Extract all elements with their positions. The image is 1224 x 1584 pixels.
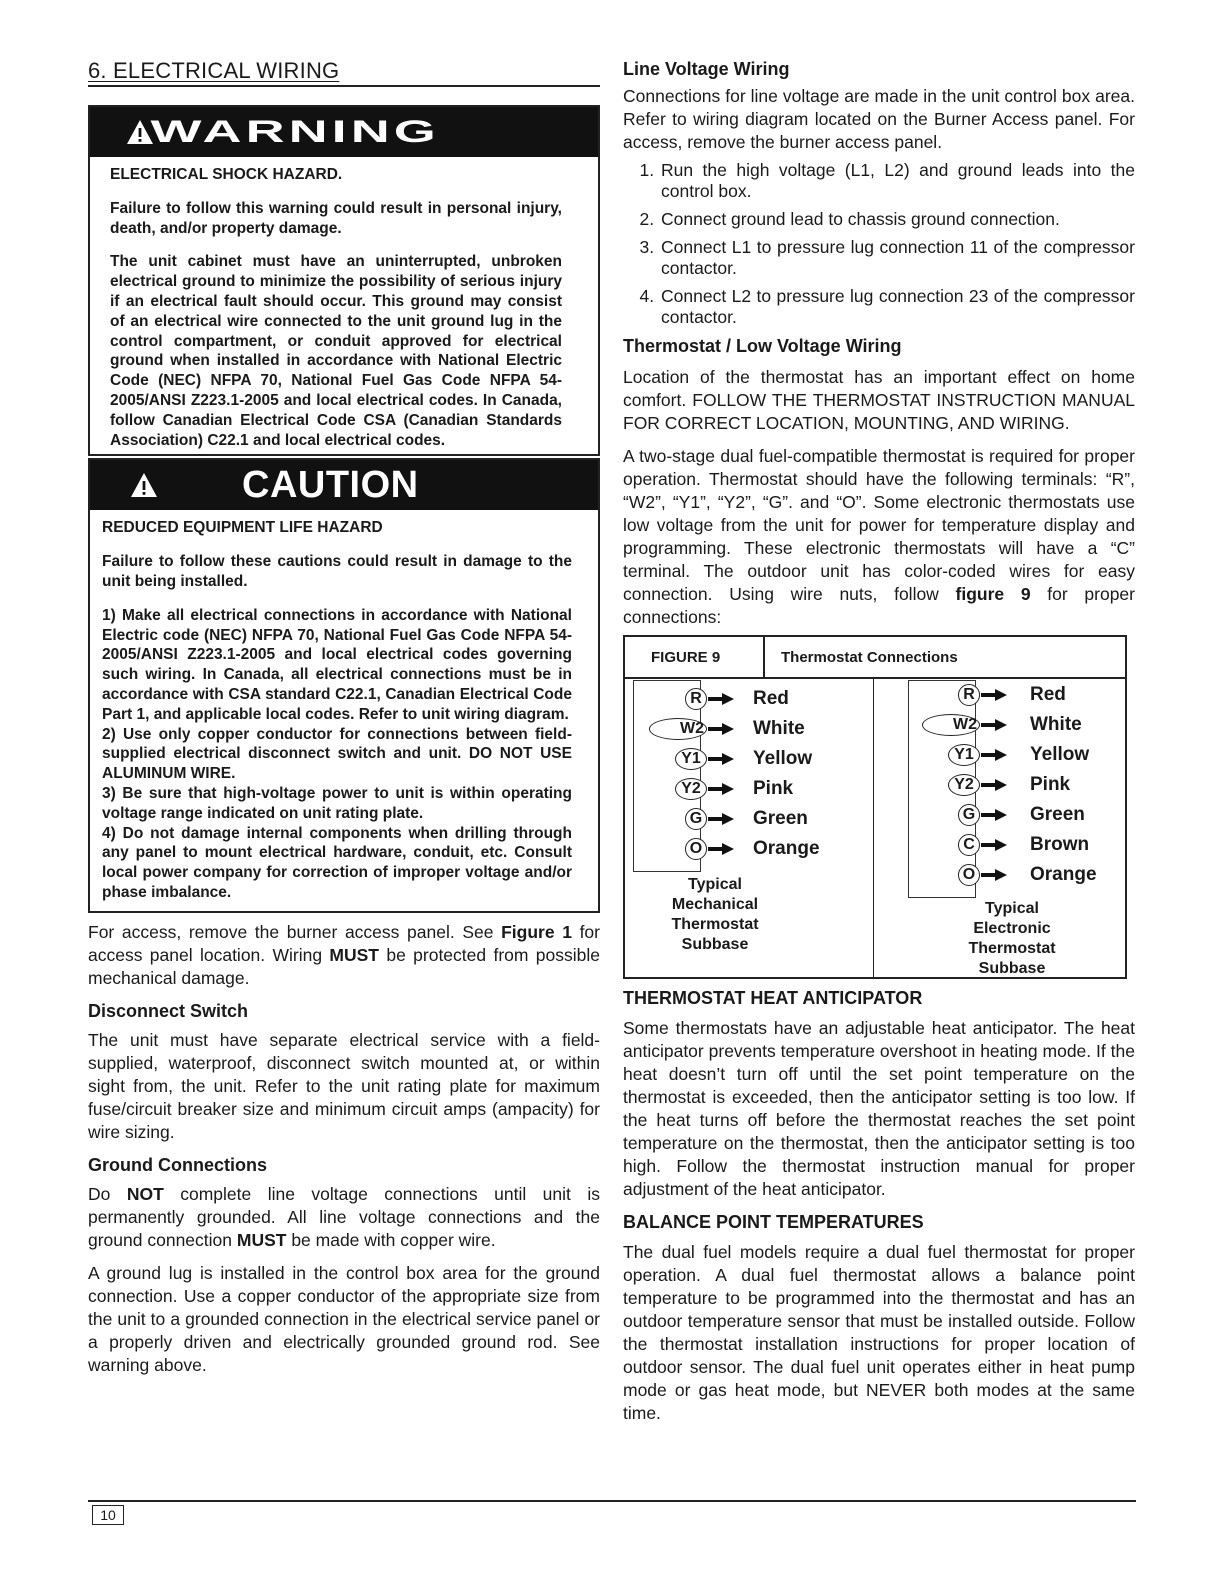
ground-paragraph-1 [88,1183,600,1252]
electronic-thermostat-panel [874,679,1124,977]
mechanical-thermostat-panel [625,679,874,977]
figure-body [625,679,1125,977]
right-wire-color-r: Red [1030,684,1066,705]
ground-text-a: Do [88,1183,127,1204]
access-text-c: for access panel location. Wiring [88,921,600,965]
balance-heading: BALANCE POINT TEMPERATURES [623,1212,924,1232]
arrow-icon [981,749,1007,761]
warning-body [90,157,598,454]
page-number: 10 [92,1505,124,1525]
thermostat-text-a: A two-stage dual fuel-compatible thermostat is required for proper operation. Thermostat should have the following terminals: “R”, “W2”, “Y1”, “Y2”, “G”. and “O”. Some electronic thermostats use low voltage from the unit for power for temperature display and programming. These electronic thermostats will have a “C” terminal. The outdoor unit has color-coded wires for easy connection. Using wire nuts, follow [623,446,1135,604]
arrow-icon [981,689,1007,701]
caution-body [90,510,598,910]
left-wire-color-o: Orange [753,838,820,859]
right-terminal-g: G [958,804,980,826]
disconnect-paragraph: The unit must have separate electrical service with a field-supplied, waterproof, disconnect switch mounted at, or within sight from, the unit. Refer to the unit rating plate for maximum fuse/circuit breaker size and minimum circuit amps (ampacity) for wire sizing. [88,1029,600,1142]
caution-title: CAUTION [242,463,419,506]
right-wire-color-y1: Yellow [1030,744,1090,765]
electronic-caption-line-2: Electronic [973,920,1051,937]
right-terminal-y2: Y2 [948,774,980,796]
anticipator-paragraph: Some thermostats have an adjustable heat anticipator. The heat anticipator prevents temperature overshoot in heating mode. If the heat doesn’t turn off until the set point temperature on the thermostat is exceeded, then the anticipator setting is too low. If the heat turns off before the thermostat reaches the set point temperature on the thermostat, then the anticipator setting is too high. Follow the thermostat instruction manual for proper adjustment of the heat anticipator. [623,1018,1135,1199]
right-wire-color-c: Brown [1030,834,1090,855]
arrow-icon [981,839,1007,851]
arrow-icon [708,693,734,705]
left-wire-color-w2: White [753,718,805,739]
access-text-a: For access, remove the burner access panel. See [88,921,502,942]
arrow-icon [981,869,1007,881]
figure-1-reference: Figure 1 [501,921,572,942]
arrow-icon [981,779,1007,791]
figure-label: FIGURE 9 [625,637,765,677]
mechanical-caption-line-1: Typical [688,876,742,893]
arrow-icon [708,813,734,825]
arrow-icon [708,753,734,765]
footer-rule [88,1500,1136,1502]
disconnect-heading: Disconnect Switch [88,1000,249,1021]
caution-item-3: 3) Be sure that high-voltage power to unit is within operating voltage range indicated on unit rating plate. [102,784,572,822]
access-must: MUST [329,944,379,965]
right-terminal-w2: W2 [922,714,980,736]
mechanical-caption-line-4: Subbase [681,936,749,953]
left-wire-color-y2: Pink [753,778,794,799]
thermostat-text-c: for proper connections: [623,584,1135,627]
line-voltage-steps [623,160,1135,328]
ground-must: MUST [236,1229,287,1250]
figure-header [625,637,1125,679]
warning-title: WARNING [150,114,440,149]
warning-paragraph-2: The unit cabinet must have an uninterrupted, unbroken electrical ground to minimize the possibility of serious injury if an electrical fault should occur. This ground may consist of an electrical wire connected to the unit ground lug in the control compartment, or conduit approved for electrical ground when installed in accordance with National Electric Code (NEC) NFPA 70, National Fuel Gas Code NFPA 54-2005/ANSI Z223.1-2005 and local electrical codes. In Canada, follow Canadian Electrical Code CSA (Canadian Standards Association) C22.1 and local electrical codes. [110,253,562,449]
ground-text-e: be made with copper wire. [286,1229,496,1250]
ground-heading: Ground Connections [88,1154,267,1175]
electronic-caption-line-4: Subbase [978,960,1046,977]
left-terminal-y2: Y2 [675,778,707,800]
thermostat-paragraph-1: Location of the thermostat has an important effect on home comfort. FOLLOW THE THERMOSTAT INSTRUCTION MANUAL FOR CORRECT LOCATION, MOUNTING, AND WIRING. [623,367,1135,433]
step-3: 3. Connect L1 to pressure lug connection 11 of the compressor contactor. [659,237,1135,279]
right-column [623,58,1135,1435]
warning-paragraph-1: Failure to follow this warning could result in personal injury, death, and/or property damage. [110,199,562,237]
section-title: 6. ELECTRICAL WIRING [88,58,600,87]
caution-triangle-icon [130,472,158,498]
warning-hazard: ELECTRICAL SHOCK HAZARD. [110,166,343,183]
left-terminal-r: R [685,688,707,710]
thermostat-heading: Thermostat / Low Voltage Wiring [623,336,902,356]
figure-9-reference: figure 9 [955,584,1031,604]
left-wire-color-y1: Yellow [753,748,813,769]
balance-paragraph: The dual fuel models require a dual fuel thermostat for proper operation. A dual fuel thermostat allows a balance point temperature to be programmed into the thermostat and has an outdoor temperature sensor that must be installed outside. Follow the thermostat installation instructions for proper location of outdoor sensor. The dual fuel unit operates either in heat pump mode or gas heat mode, but NEVER both modes at the same time. [623,1242,1135,1423]
step-1: 1. Run the high voltage (L1, L2) and ground leads into the control box. [659,160,1135,202]
left-column [88,58,600,1387]
access-paragraph [88,921,600,990]
caution-item-1: 1) Make all electrical connections in accordance with National Electric code (NEC) NFPA 70, National Fuel Gas Code NFPA 54-2005/ANSI Z223.1-2005 and local electrical codes governing such wiring. In Canada, all electrical connections must be in accordance with CSA standard C22.1, Canadian Electrical Code Part 1, and applicable local codes. Refer to unit wiring diagram. [102,606,572,723]
left-terminal-o: O [685,838,707,860]
caution-box [88,458,600,912]
left-terminal-y1: Y1 [675,748,707,770]
arrow-icon [708,843,734,855]
left-wire-color-r: Red [753,688,789,709]
ground-paragraph-2: A ground lug is installed in the control box area for the ground connection. Use a copper conductor of the appropriate size from the unit to a grounded connection in the electrical service panel or a properly driven and electrically grounded ground rod. See warning above. [88,1262,600,1375]
warning-header [90,107,598,157]
step-2: 2. Connect ground lead to chassis ground connection. [659,209,1135,230]
caution-paragraph-1: Failure to follow these cautions could result in damage to the unit being installed. [102,553,572,590]
right-wire-color-g: Green [1030,804,1085,825]
right-terminal-r: R [958,684,980,706]
figure-title: Thermostat Connections [781,648,958,666]
ground-text-c: complete line voltage connections until unit is permanently grounded. All line voltage connections and the ground connection [88,1183,600,1250]
left-wire-color-g: Green [753,808,808,829]
right-wire-color-y2: Pink [1030,774,1071,795]
arrow-icon [981,719,1007,731]
right-wire-color-o: Orange [1030,864,1097,885]
right-wire-color-w2: White [1030,714,1082,735]
right-terminal-c: C [958,834,980,856]
right-terminal-o: O [958,864,980,886]
arrow-icon [708,783,734,795]
caution-item-4: 4) Do not damage internal components when drilling through any panel to mount electrical hardware, conduit, etc. Consult local power company for correction of improper voltage and/or phase imbalance. [102,824,572,901]
caution-hazard: REDUCED EQUIPMENT LIFE HAZARD [102,519,383,537]
electronic-caption-line-3: Thermostat [968,940,1056,957]
arrow-icon [708,723,734,735]
caution-header [90,460,598,510]
line-voltage-intro: Connections for line voltage are made in the unit control box area. Refer to wiring diagram located on the Burner Access panel. For access, remove the burner access panel. [623,86,1135,152]
caution-item-2: 2) Use only copper conductor for connections between field-supplied electrical disconnect switch and unit. DO NOT USE ALUMINUM WIRE. [102,725,572,783]
thermostat-paragraph-2 [623,445,1135,629]
mechanical-caption-line-2: Mechanical [671,896,759,913]
anticipator-heading: THERMOSTAT HEAT ANTICIPATOR [623,988,923,1008]
electronic-caption-line-1: Typical [985,900,1039,917]
access-text-e: be protected from possible mechanical damage. [88,944,600,988]
figure-9 [623,635,1127,979]
ground-not: NOT [126,1183,164,1204]
right-terminal-y1: Y1 [948,744,980,766]
step-4: 4. Connect L2 to pressure lug connection 23 of the compressor contactor. [659,286,1135,328]
mechanical-caption-line-3: Thermostat [671,916,759,933]
left-terminal-g: G [685,808,707,830]
electronic-caption [904,899,1120,979]
arrow-icon [981,809,1007,821]
warning-box [88,105,600,456]
left-terminal-w2: W2 [649,718,707,740]
line-voltage-heading: Line Voltage Wiring [623,59,790,79]
mechanical-caption [625,875,805,955]
